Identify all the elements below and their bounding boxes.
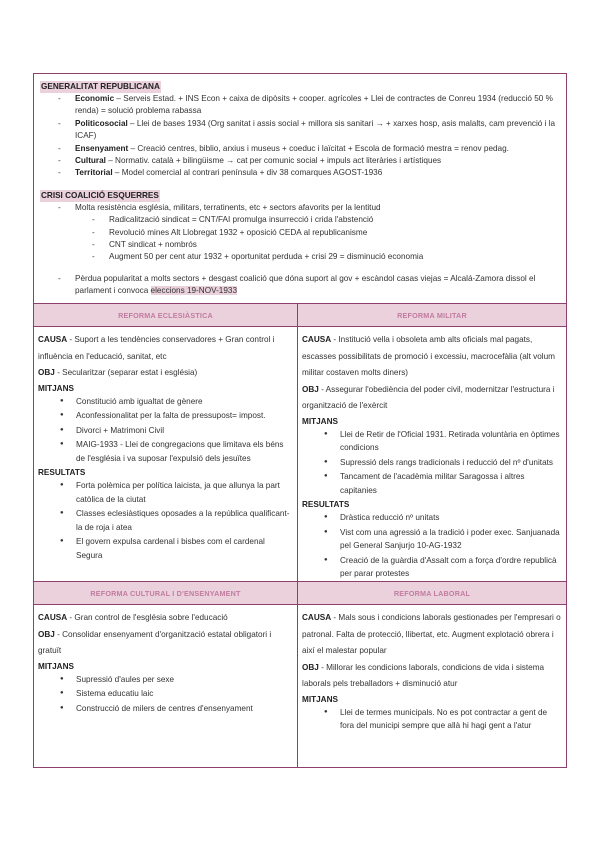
bullet-item: ● Supressió d'aules per sexe: [60, 673, 293, 687]
bullet-item: ● Divorci + Matrimoni Civil: [60, 424, 293, 438]
bullet-item: ● El govern expulsa cardenal i bisbes com el cardenal Segura: [60, 535, 293, 562]
sub-item: - Augment 50 per cent atur 1932 + oportunitat perduda + crisi 29 = disminució economia: [92, 251, 560, 263]
cell-cultural: REFORMA CULTURAL I D'ENSENYAMENT CAUSA - Gran control de l'església sobre l'educació OBJ - Consolidar ensenyament d'organització estatal obligatori i gratuït MITJANS ● Supressió d'aules per sexe ● Sistema educatiu laic ● Construcció de milers de centres d'ensenyament: [34, 582, 298, 767]
bullet-item: ● Forta polèmica per política laicista, ja que allunya la part catòlica de la ciutat: [60, 479, 293, 506]
bullet-item: ● Tancament de l'acadèmia militar Saragossa i altres capitanies: [324, 470, 562, 497]
bullet-item: ● Supressió dels rangs tradicionals i reducció del nº d'unitats: [324, 456, 562, 470]
bullet-item: ● Constitució amb igualtat de gènere: [60, 395, 293, 409]
bullet-item: ● Dràstica reducció nº unitats: [324, 511, 562, 525]
bullet-item: ● Vist com una agressió a la tradició i poder exec. Sanjuanada pel General Sanjurjo 10-AG-1932: [324, 526, 562, 553]
cell-eclesiastica: REFORMA ECLESIÀSTICA CAUSA - Suport a les tendències conservadores + Gran control i influència en l'educació, sanitat, etc OBJ - Secularitzar (separar estat i església) MITJANS ● Constitució amb igualtat de gènere ● Aconfessionalitat per la falta de pressupost= impost. ● Divorci + Matrimoni Civil ● MAIG-1933 - Llei de congregacions que limitava els béns de l'església i va suposar l'expulsió dels jesuïtes RESULTATS ● Forta polèmica per política laicista, ja que allunya la part catòlica de la ciutat ● Classes eclesiàstiques oposades a la república qualificant-la de roja i atea ● El govern expulsa cardenal i bisbes com el cardenal Segura: [34, 304, 298, 582]
document-frame: [33, 73, 567, 768]
reform-table: [34, 304, 566, 767]
heading-crisi: CRISI COALICIÓ ESQUERRES: [41, 190, 159, 200]
highlight: eleccions 19-NOV-1933: [150, 286, 238, 296]
generalitat-list: [58, 93, 560, 180]
cell-header: REFORMA CULTURAL I D'ENSENYAMENT: [34, 582, 297, 605]
sub-item: - Revolució mines Alt Llobregat 1932 + oposició CEDA al republicanisme: [92, 227, 560, 239]
bullet-item: ● Classes eclesiàstiques oposades a la república qualificant-la de roja i atea: [60, 507, 293, 534]
summary-section: [34, 74, 566, 304]
list-item: - Territorial – Model comercial al contrari península + div 38 comarques AGOST-1936: [58, 167, 560, 179]
sub-item: - Radicalització sindicat = CNT/FAI promulga insurrecció i crida l'abstenció: [92, 214, 560, 226]
bullet-item: ● Aconfessionalitat per la falta de pressupost= impost.: [60, 409, 293, 423]
cell-header: REFORMA LABORAL: [298, 582, 566, 605]
list-item: - Ensenyament – Creació centres, biblio, arxius i museus + coeduc i laïcitat + Escola de formació mestra = renov pedag.: [58, 143, 560, 155]
list-item: - Molta resistència església, militars, terratinents, etc + sectors afavorits per la lentitud - Radicalització sindicat = CNT/FAI promulga insurrecció i crida l'abstenció - Revolució mines Alt Llobregat 1932 + oposició CEDA al republicanisme - CNT sindicat + nombrós - Augment 50 per cent atur 1932 + oportunitat perduda + crisi 29 = disminució economia: [58, 202, 560, 264]
list-item: - Pèrdua popularitat a molts sectors + desgast coalició que dóna suport al gov + escàndol casas viejas = Alcalá-Zamora dissol el parlament i convoca eleccions 19-NOV-1933: [58, 273, 560, 298]
bullet-item: ● Construcció de milers de centres d'ensenyament: [60, 702, 293, 716]
bullet-item: ● MAIG-1933 - Llei de congregacions que limitava els béns de l'església i va suposar l'expulsió dels jesuïtes: [60, 438, 293, 465]
list-item: - Economic – Serveis Estad. + INS Econ + caixa de dipòsits + cooper. agrícoles + Llei de contractes de Conreu 1934 (reducció 50 % renda) = solució problema rabassa: [58, 93, 560, 118]
bullet-item: ● Creació de la guàrdia d'Assalt com a força d'ordre republicà per parar protestes: [324, 554, 562, 581]
cell-militar: REFORMA MILITAR CAUSA - Institució vella i obsoleta amb alts oficials mal pagats, escasses possibilitats de promoció i excessiu, macrocefàlia (alt volum militar costaven molts diners) OBJ - Assegurar l'obediència del poder civil, modernitzar l'estructura i organització de l'exèrcit MITJANS ● Llei de Retir de l'Oficial 1931. Retirada voluntària en òptimes condicions ● Supressió dels rangs tradicionals i reducció del nº d'unitats ● Tancament de l'acadèmia militar Saragossa i altres capitanies RESULTATS ● Dràstica reducció nº unitats ● Vist com una agressió a la tradició i poder exec. Sanjuanada pel General Sanjurjo 10-AG-1932 ● Creació de la guàrdia d'Assalt com a força d'ordre republicà per parar protestes: [298, 304, 566, 582]
heading-generalitat: GENERALITAT REPUBLICANA: [41, 82, 160, 91]
sub-item: - CNT sindicat + nombrós: [92, 239, 560, 251]
list-item: - Cultural – Normativ. català + bilingüisme → cat per comunic social + impuls act literàries i artístiques: [58, 155, 560, 167]
cell-header: REFORMA ECLESIÀSTICA: [34, 304, 297, 327]
crisi-list: [58, 202, 560, 298]
bullet-item: ● Sistema educatiu laic: [60, 687, 293, 701]
bullet-item: ● Llei de termes municipals. No es pot contractar a gent de fora del municipi sempre que allà hi hagi gent a l'atur: [324, 706, 562, 733]
cell-laboral: REFORMA LABORAL CAUSA - Mals sous i condicions laborals gestionades per l'empresari o patronal. Falta de protecció, llibertat, etc. Augment explotació obrera i així el malestar popular OBJ - Millorar les condicions laborals, condicions de vida i sistema laborals pels treballadors + disminució atur MITJANS ● Llei de termes municipals. No es pot contractar a gent de fora del municipi sempre que allà hi hagi gent a l'atur: [298, 582, 566, 767]
cell-header: REFORMA MILITAR: [298, 304, 566, 327]
list-item: - Politicosocial – Llei de bases 1934 (Org sanitat i assis social + millora sis sanitari → + xarxes hosp, asis malalts, cam prevenció i la ICAF): [58, 118, 560, 143]
bullet-item: ● Llei de Retir de l'Oficial 1931. Retirada voluntària en òptimes condicions: [324, 428, 562, 455]
